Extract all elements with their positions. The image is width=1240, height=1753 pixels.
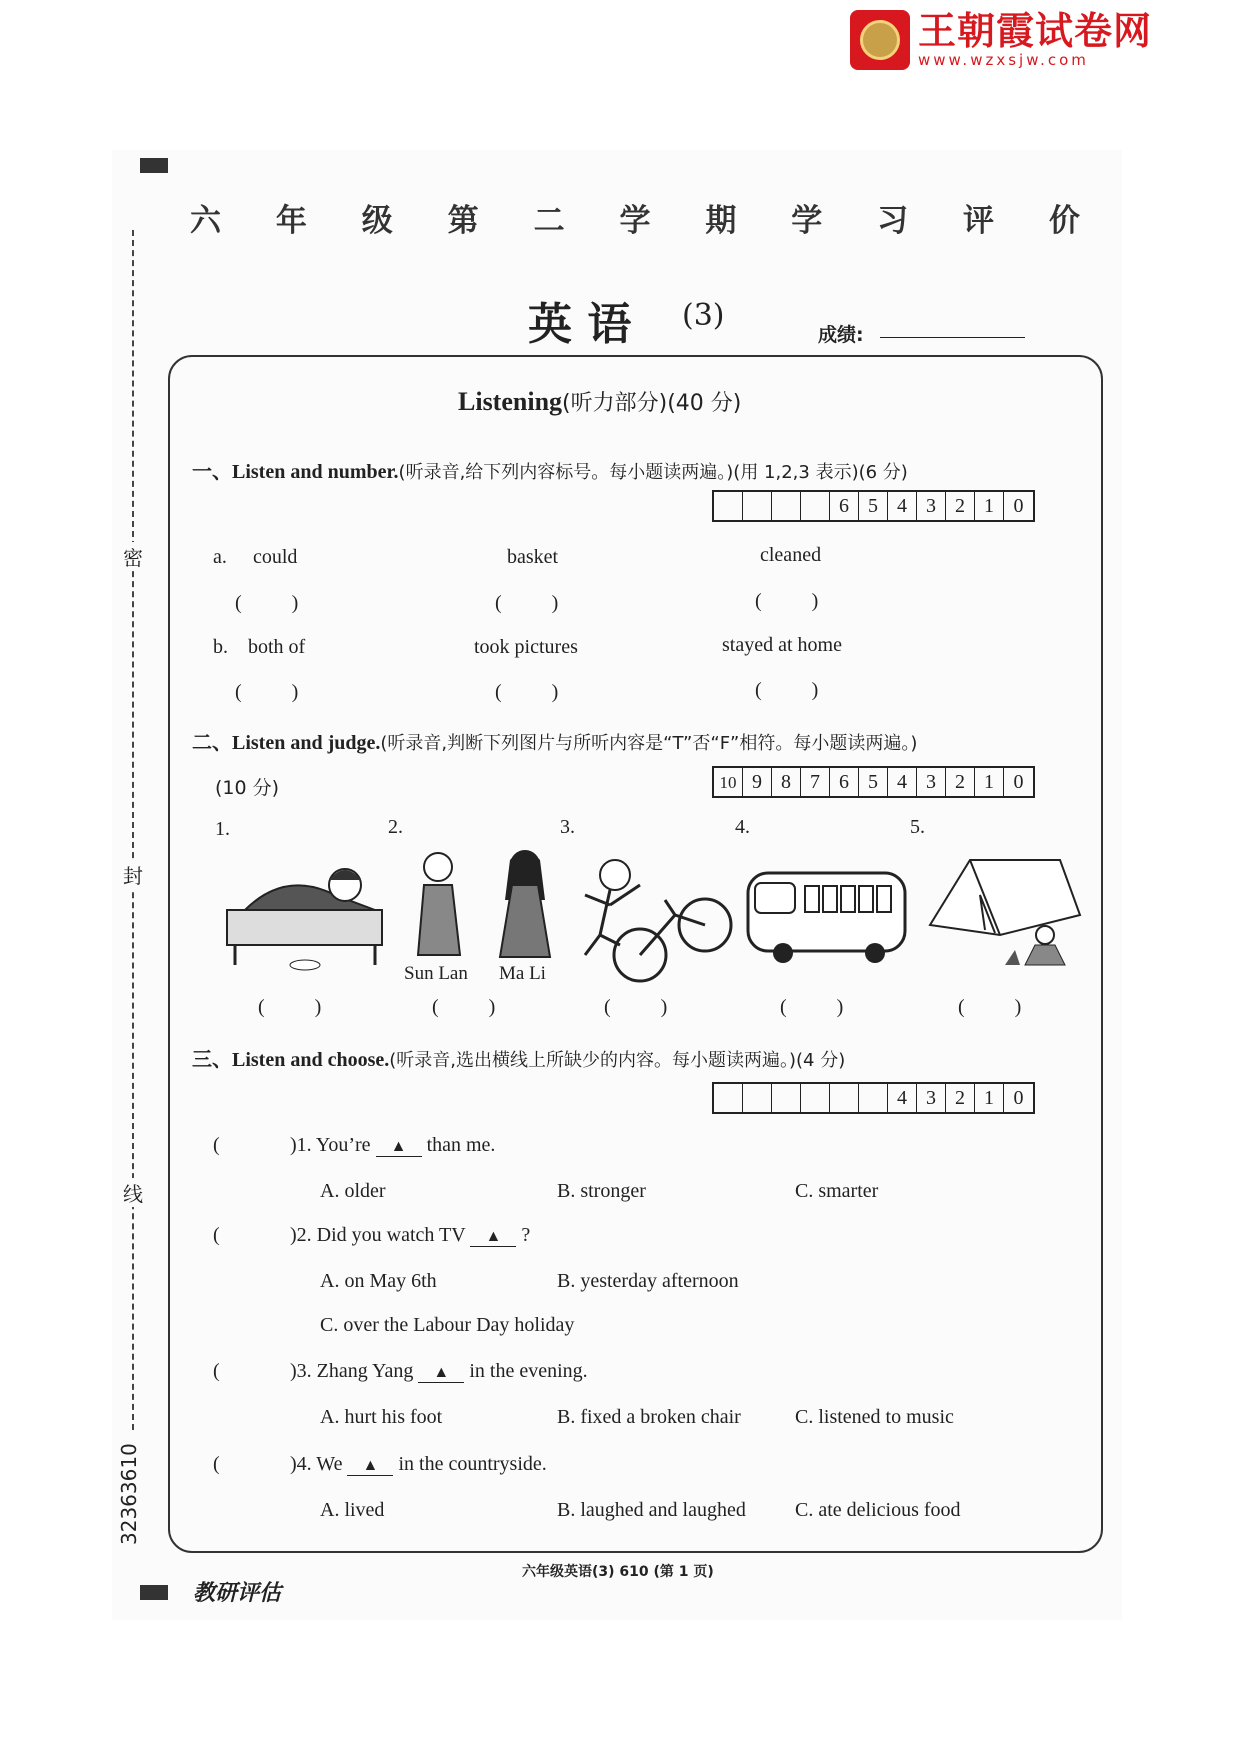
score-cell[interactable]: 5 — [859, 768, 888, 796]
score-cell[interactable]: 6 — [830, 768, 859, 796]
title-char: 六 — [190, 203, 221, 239]
registration-mark — [140, 158, 168, 173]
title-char: 学 — [791, 203, 823, 239]
row-label: b. — [213, 636, 228, 658]
answer-paren[interactable]: ( — [213, 1453, 220, 1475]
score-cell[interactable] — [714, 1084, 743, 1112]
option[interactable]: A. hurt his foot — [320, 1406, 443, 1428]
option[interactable]: B. stronger — [557, 1180, 646, 1202]
question-text: )2. Did you watch TV — [290, 1224, 466, 1246]
volume: (3) — [682, 298, 725, 333]
title-char: 评 — [963, 203, 995, 239]
picture-number: 2. — [388, 816, 403, 838]
row-label: a. — [213, 546, 227, 568]
score-field[interactable] — [880, 337, 1025, 338]
option[interactable]: B. fixed a broken chair — [557, 1406, 741, 1428]
answer-paren[interactable]: ( — [213, 1360, 220, 1382]
score-cell[interactable]: 8 — [772, 768, 801, 796]
score-cell[interactable] — [859, 1084, 888, 1112]
picture-number: 5. — [910, 816, 925, 838]
score-cell[interactable]: 3 — [917, 768, 946, 796]
option[interactable]: A. on May 6th — [320, 1270, 437, 1292]
score-label: 成绩: — [818, 324, 864, 346]
score-cell[interactable] — [801, 492, 830, 520]
score-grid — [712, 1082, 1035, 1114]
question-text: ? — [521, 1224, 531, 1246]
registration-mark — [140, 1585, 168, 1600]
option[interactable]: B. yesterday afternoon — [557, 1270, 739, 1292]
option[interactable]: A. lived — [320, 1499, 385, 1521]
score-cell[interactable]: 0 — [1013, 1087, 1024, 1109]
option[interactable]: C. ate delicious food — [795, 1499, 961, 1521]
title-char: 年 — [275, 203, 307, 239]
listening-title: Listening(听力部分)(40 分) — [458, 387, 742, 416]
sleeping-boy-picture — [225, 850, 390, 975]
option[interactable]: C. over the Labour Day holiday — [320, 1314, 575, 1336]
boy-falling-off-bike-picture — [580, 845, 740, 985]
score-cell[interactable]: 2 — [946, 1084, 975, 1112]
score-cell[interactable]: 6 — [830, 492, 859, 520]
blank-triangle-icon: ▲ — [347, 1457, 393, 1476]
item: cleaned — [760, 544, 822, 566]
score-cell[interactable]: 4 — [888, 768, 917, 796]
title-char: 级 — [361, 203, 393, 239]
blank-triangle-icon: ▲ — [418, 1364, 464, 1383]
item: stayed at home — [722, 634, 842, 656]
title-char: 二 — [533, 203, 565, 239]
subject-title: 英 语 — [528, 299, 632, 350]
answer-blank[interactable]: ( ) — [495, 681, 559, 703]
answer-blank[interactable]: ( ) — [258, 996, 322, 1018]
score-cell[interactable] — [772, 492, 801, 520]
picture-number: 1. — [215, 818, 230, 840]
picture-number: 4. — [735, 816, 750, 838]
score-cell[interactable]: 3 — [917, 1084, 946, 1112]
score-grid — [712, 766, 1035, 798]
question-text: )1. You’re — [290, 1134, 371, 1156]
name-label: Ma Li — [499, 963, 546, 984]
question-3 — [290, 1360, 588, 1383]
option[interactable]: A. older — [320, 1180, 386, 1202]
score-cell[interactable]: 0 — [1013, 771, 1024, 793]
question-2 — [290, 1224, 530, 1247]
footer-brand: 教研评估 — [193, 1580, 282, 1606]
item: took pictures — [474, 636, 578, 658]
score-cell[interactable] — [772, 1084, 801, 1112]
answer-blank[interactable]: ( ) — [235, 681, 299, 703]
score-cell[interactable]: 1 — [975, 768, 1004, 796]
section3-heading: 三、Listen and choose.(听录音,选出横线上所缺少的内容。每小题读两遍。)(4 分) — [192, 1049, 846, 1071]
question-4 — [290, 1453, 547, 1476]
answer-blank[interactable]: ( ) — [755, 679, 819, 701]
section2-heading: 二、Listen and judge.(听录音,判断下列图片与所听内容是“T”否“F”相符。每小题读两遍。) — [192, 732, 918, 754]
binding-line — [132, 230, 134, 1430]
answer-blank[interactable]: ( ) — [958, 996, 1022, 1018]
question-text: in the countryside. — [398, 1453, 547, 1475]
question-1 — [290, 1134, 495, 1157]
question-text: in the evening. — [469, 1360, 588, 1382]
score-cell[interactable]: 0 — [1013, 495, 1024, 517]
blank-triangle-icon: ▲ — [376, 1138, 422, 1157]
answer-paren[interactable]: ( — [213, 1224, 220, 1246]
answer-blank[interactable]: ( ) — [235, 592, 299, 614]
page-footer: 六年级英语(3) 610 (第 1 页) — [522, 1564, 714, 1580]
blank-triangle-icon: ▲ — [470, 1228, 516, 1247]
answer-blank[interactable]: ( ) — [432, 996, 496, 1018]
title-char: 习 — [877, 203, 909, 239]
option[interactable]: C. smarter — [795, 1180, 879, 1202]
picture-number: 3. — [560, 816, 575, 838]
answer-blank[interactable]: ( ) — [604, 996, 668, 1018]
option[interactable]: B. laughed and laughed — [557, 1499, 746, 1521]
item: basket — [507, 546, 559, 568]
score-grid — [712, 490, 1035, 522]
score-cell[interactable]: 2 — [946, 492, 975, 520]
score-cell[interactable]: 4 — [888, 492, 917, 520]
score-cell[interactable]: 3 — [917, 492, 946, 520]
score-cell[interactable]: 5 — [859, 492, 888, 520]
binding-char: 线 — [123, 1178, 143, 1207]
logo-name: 王朝霞试卷网 — [918, 9, 1153, 53]
two-girls-picture — [400, 845, 570, 975]
title-char: 学 — [619, 203, 651, 239]
score-cell[interactable] — [743, 1084, 772, 1112]
page-title — [190, 195, 1080, 240]
section1-heading: 一、Listen and number.(听录音,给下列内容标号。每小题读两遍。)(用 1,2,3 表示)(6 分) — [192, 461, 908, 483]
logo-url: www.wzxsjw.com — [918, 51, 1089, 69]
answer-blank[interactable]: ( ) — [495, 592, 559, 614]
score-cell[interactable]: 9 — [743, 768, 772, 796]
score-cell[interactable]: 7 — [801, 768, 830, 796]
score-cell[interactable]: 1 — [975, 492, 1004, 520]
site-logo — [850, 10, 1152, 70]
bus-picture — [745, 868, 910, 968]
score-cell[interactable]: 2 — [946, 768, 975, 796]
tent-picture — [925, 855, 1085, 980]
score-cell[interactable]: 4 — [888, 1084, 917, 1112]
score-cell[interactable] — [743, 492, 772, 520]
title-char: 价 — [1048, 203, 1080, 239]
binding-char: 封 — [123, 860, 143, 889]
score-cell[interactable] — [830, 1084, 859, 1112]
answer-blank[interactable]: ( ) — [755, 590, 819, 612]
question-text: )4. We — [290, 1453, 343, 1475]
item: both of — [248, 636, 306, 658]
answer-blank[interactable]: ( ) — [780, 996, 844, 1018]
score-cell[interactable]: 10 — [714, 768, 743, 796]
question-text: )3. Zhang Yang — [290, 1360, 414, 1382]
section2-points: (10 分) — [215, 777, 280, 799]
name-label: Sun Lan — [404, 963, 468, 984]
answer-paren[interactable]: ( — [213, 1134, 220, 1156]
option[interactable]: C. listened to music — [795, 1406, 954, 1428]
score-cell[interactable]: 1 — [975, 1084, 1004, 1112]
paper-code: 32363610 — [117, 1443, 141, 1545]
item: could — [253, 546, 298, 568]
binding-char: 密 — [123, 542, 143, 571]
logo-badge-icon — [850, 10, 910, 70]
title-char: 第 — [447, 203, 479, 239]
title-char: 期 — [705, 203, 737, 239]
question-text: than me. — [426, 1134, 496, 1156]
score-cell[interactable] — [801, 1084, 830, 1112]
score-cell[interactable] — [714, 492, 743, 520]
